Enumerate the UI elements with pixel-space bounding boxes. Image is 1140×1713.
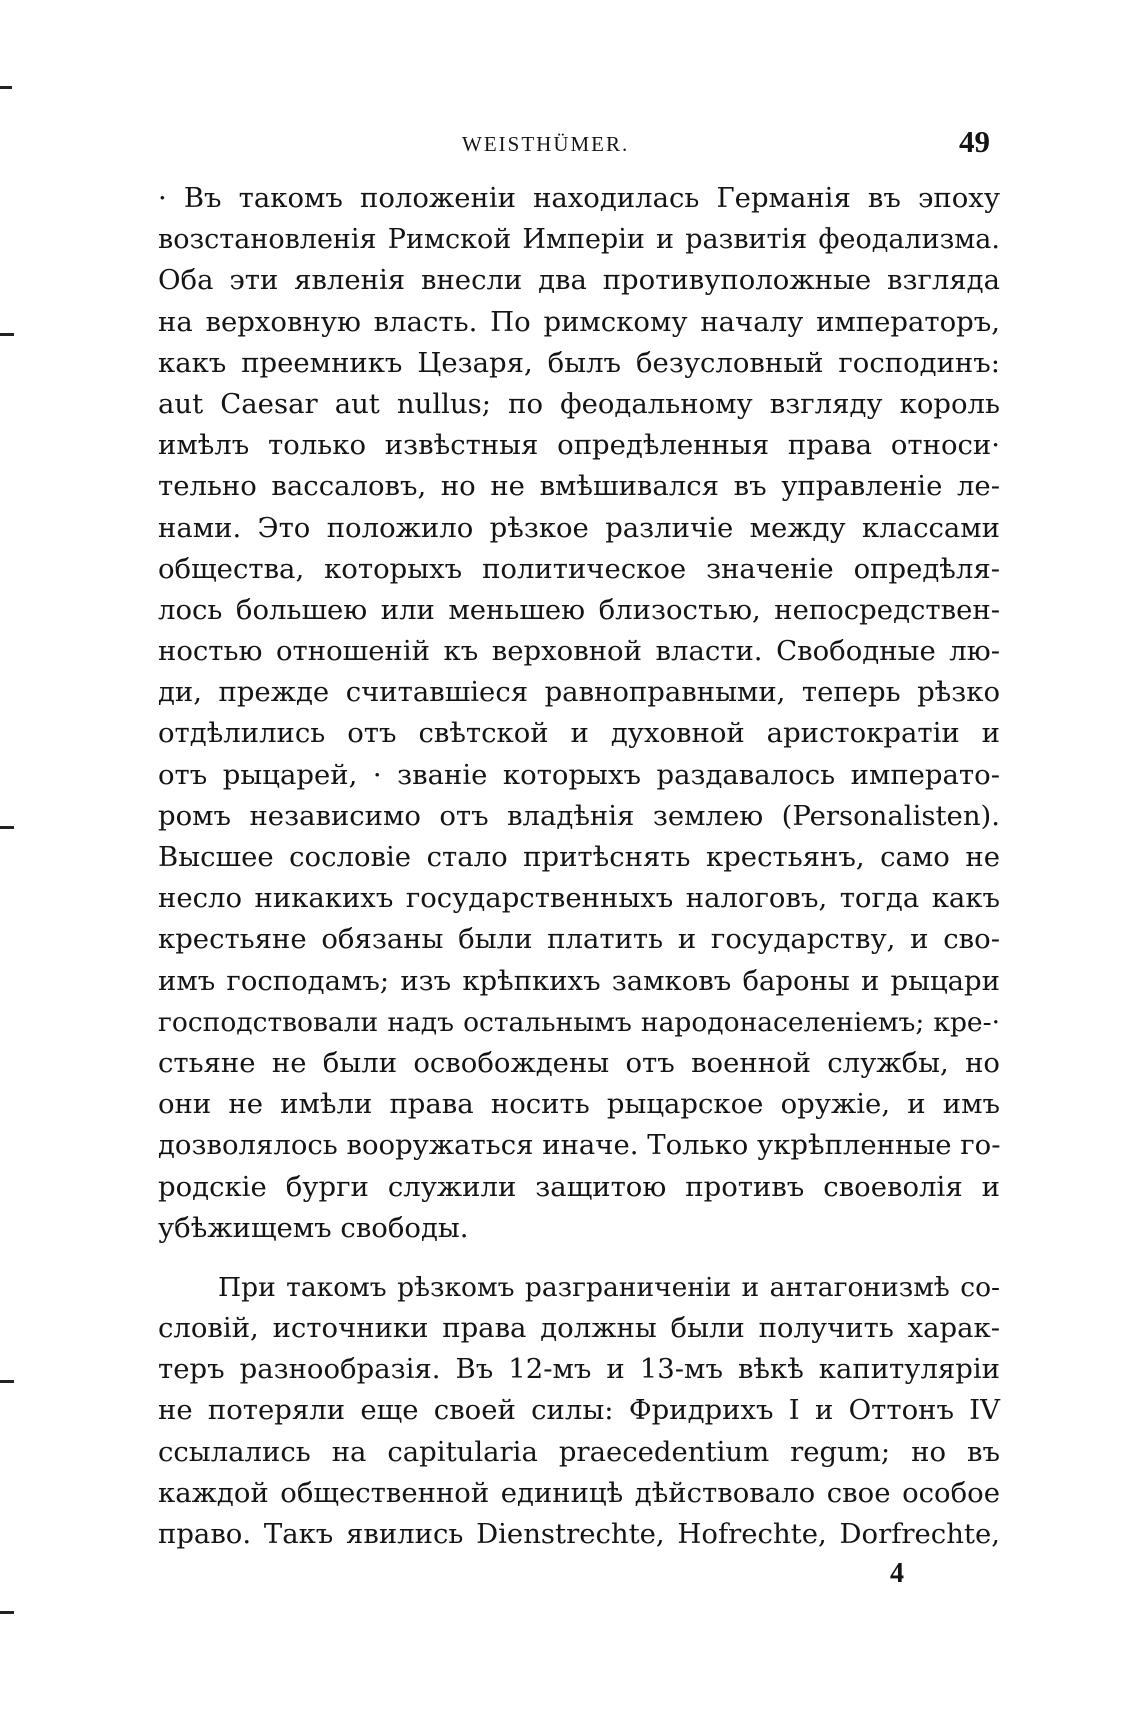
text-line: они не имѣли права носить рыцарское оружіе, и имъ xyxy=(158,1088,1000,1121)
paragraph xyxy=(158,1267,1000,1555)
text-line: ди, прежде считавшіеся равноправными, теперь рѣзко xyxy=(158,676,1000,709)
text-line: Высшее сословіе стало притѣснять крестьянъ, само не xyxy=(158,841,1000,873)
text-line: тельно вассаловъ, но не вмѣшивался въ управленіе ле- xyxy=(158,470,1000,503)
text-line: ссылались на capitularia praecedentium regum; но въ xyxy=(158,1435,1000,1468)
text-line: лось большею или меньшею близостью, непосредствен- xyxy=(158,593,1000,626)
scan-mark xyxy=(0,826,14,829)
text-line: какъ преемникъ Цезаря, былъ безусловный господинъ: xyxy=(158,346,1000,379)
page-number: 49 xyxy=(959,124,990,159)
text-line: отъ рыцарей, · званіе которыхъ раздавалось императо- xyxy=(158,758,1000,791)
text-line: дозволялось вооружаться иначе. Только укрѣпленные го- xyxy=(158,1129,1001,1162)
text-line: господствовали надъ остальнымъ народонаселеніемъ; кре-· xyxy=(158,1006,1000,1038)
text-line: словій, источники права должны были получить харак- xyxy=(158,1312,1000,1345)
text-line: родскіе бурги служили защитою противъ своеволія и xyxy=(158,1170,1000,1203)
text-line: общества, которыхъ политическое значеніе опредѣля- xyxy=(158,552,1000,585)
body-text xyxy=(158,178,1000,1555)
running-head: WEISTHÜMER. xyxy=(462,132,630,156)
text-line: несло никакихъ государственныхъ налоговъ, тогда какъ xyxy=(158,882,1000,915)
scan-mark xyxy=(0,86,12,89)
text-line: отдѣлились отъ свѣтской и духовной аристократіи и xyxy=(158,717,1000,750)
page-header xyxy=(158,118,1000,168)
scan-mark xyxy=(0,1611,14,1614)
text-line: · Въ такомъ положеніи находилась Германія въ эпоху xyxy=(158,182,1000,214)
signature-mark: 4 xyxy=(890,1558,904,1589)
paragraph-gap xyxy=(158,1249,1000,1267)
text-line: право. Такъ явились Dienstrechte, Hofrechte, Dorfrechte, xyxy=(158,1518,1000,1550)
text-line: убѣжищемъ свободы. xyxy=(158,1211,469,1244)
text-line: теръ разнообразія. Въ 12-мъ и 13-мъ вѣкѣ капитуляріи xyxy=(158,1353,1000,1386)
text-line: стьяне не были освобождены отъ военной службы, но xyxy=(158,1046,1000,1079)
text-line: нами. Это положило рѣзкое различіе между классами xyxy=(158,511,1000,544)
text-line: не потеряли еще своей силы: Фридрихъ I и Оттонъ IV xyxy=(158,1394,1000,1427)
text-line: на верховную власть. По римскому началу императоръ, xyxy=(158,305,1000,338)
text-line: имѣлъ только извѣстныя опредѣленныя права относи· xyxy=(158,429,1000,462)
text-line: ностью отношеній къ верховной власти. Свободные лю- xyxy=(158,635,1000,668)
paragraph xyxy=(158,178,1000,1249)
text-line: aut Caesar aut nullus; по феодальному взгляду король xyxy=(158,387,1000,420)
text-line: возстановленія Римской Имперіи и развитія феодализма. xyxy=(158,224,1000,256)
scan-mark xyxy=(0,1380,14,1383)
text-line: При такомъ рѣзкомъ разграниченіи и антагонизмѣ со- xyxy=(218,1271,1000,1303)
text-line: крестьяне обязаны были платить и государству, и сво- xyxy=(158,923,1000,956)
scan-mark xyxy=(0,333,14,336)
text-line: ромъ независимо отъ владѣнія землею (Personalisten). xyxy=(158,799,1000,832)
text-line: каждой общественной единицѣ дѣйствовало свое особое xyxy=(158,1476,1000,1509)
text-line: Оба эти явленія внесли два противуположные взгляда xyxy=(158,264,1000,297)
text-line: имъ господамъ; изъ крѣпкихъ замковъ бароны и рыцари xyxy=(158,964,1000,997)
